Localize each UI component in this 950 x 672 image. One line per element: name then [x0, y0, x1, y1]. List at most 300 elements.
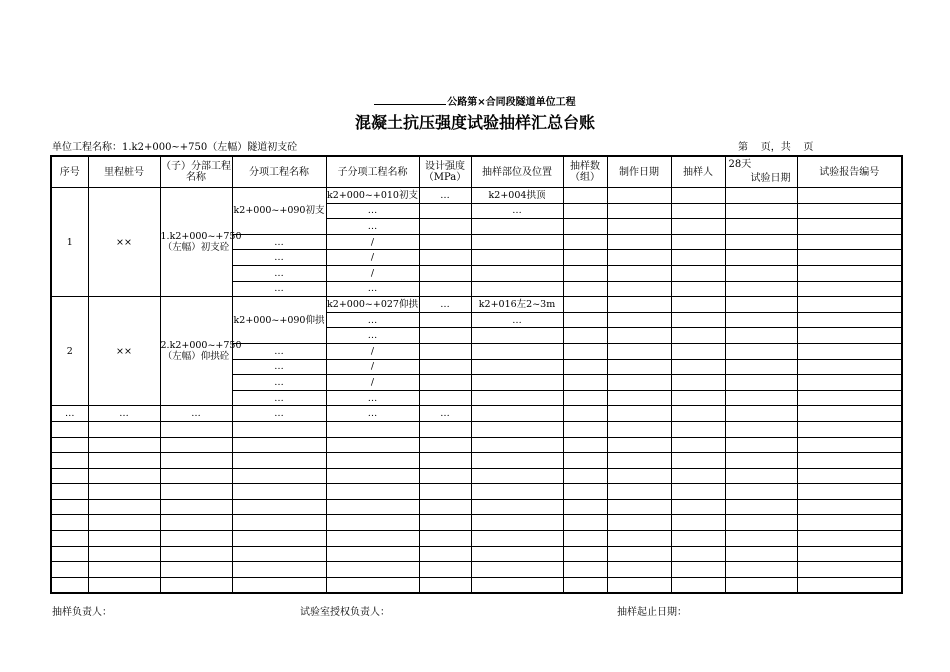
empty-cell[interactable]	[671, 188, 725, 204]
item-cell[interactable]: …	[232, 265, 326, 281]
empty-cell[interactable]	[160, 515, 232, 531]
empty-cell[interactable]	[326, 546, 419, 562]
empty-cell[interactable]	[797, 188, 902, 204]
strength-cell[interactable]	[419, 312, 471, 328]
empty-cell[interactable]	[419, 343, 471, 359]
empty-cell[interactable]	[725, 499, 797, 515]
empty-cell[interactable]	[607, 375, 671, 391]
empty-cell[interactable]	[419, 531, 471, 547]
empty-cell[interactable]	[563, 468, 607, 484]
empty-cell[interactable]	[725, 343, 797, 359]
empty-cell[interactable]	[88, 484, 160, 500]
empty-cell[interactable]	[671, 484, 725, 500]
empty-cell[interactable]	[232, 546, 326, 562]
empty-cell[interactable]	[160, 453, 232, 469]
empty-cell[interactable]	[671, 577, 725, 593]
item-cell[interactable]: …	[232, 359, 326, 375]
empty-cell[interactable]	[671, 312, 725, 328]
empty-cell[interactable]	[471, 219, 563, 235]
empty-cell[interactable]	[797, 328, 902, 344]
empty-cell[interactable]	[563, 546, 607, 562]
empty-cell[interactable]	[563, 406, 607, 422]
empty-cell[interactable]	[563, 375, 607, 391]
empty-cell[interactable]	[607, 312, 671, 328]
empty-cell[interactable]	[160, 577, 232, 593]
empty-cell[interactable]	[160, 546, 232, 562]
seq-cell[interactable]: 1	[51, 188, 88, 297]
station-cell[interactable]: ××	[88, 188, 160, 297]
item-cell[interactable]: …	[232, 250, 326, 266]
empty-cell[interactable]	[51, 468, 88, 484]
empty-cell[interactable]	[671, 219, 725, 235]
empty-cell[interactable]	[671, 468, 725, 484]
sub-item-cell[interactable]: /	[326, 359, 419, 375]
empty-cell[interactable]	[419, 577, 471, 593]
empty-cell[interactable]	[797, 359, 902, 375]
empty-cell[interactable]	[797, 515, 902, 531]
empty-cell[interactable]	[563, 421, 607, 437]
empty-cell[interactable]	[563, 484, 607, 500]
empty-cell[interactable]	[419, 546, 471, 562]
sub-item-cell[interactable]: /	[326, 375, 419, 391]
empty-cell[interactable]	[563, 453, 607, 469]
location-cell[interactable]: …	[471, 203, 563, 219]
empty-cell[interactable]	[232, 531, 326, 547]
empty-cell[interactable]	[51, 562, 88, 578]
ellipsis-cell[interactable]: …	[419, 406, 471, 422]
empty-cell[interactable]	[671, 281, 725, 297]
empty-cell[interactable]	[232, 437, 326, 453]
empty-cell[interactable]	[671, 546, 725, 562]
project-name-blank[interactable]	[374, 95, 446, 105]
empty-cell[interactable]	[471, 375, 563, 391]
empty-cell[interactable]	[471, 546, 563, 562]
sub-item-cell[interactable]: k2+000~+010初支	[326, 188, 419, 204]
empty-cell[interactable]	[607, 234, 671, 250]
empty-cell[interactable]	[419, 359, 471, 375]
empty-cell[interactable]	[419, 375, 471, 391]
empty-cell[interactable]	[51, 484, 88, 500]
empty-cell[interactable]	[88, 468, 160, 484]
empty-cell[interactable]	[563, 343, 607, 359]
empty-cell[interactable]	[797, 468, 902, 484]
empty-cell[interactable]	[797, 577, 902, 593]
empty-cell[interactable]	[797, 203, 902, 219]
unit-project-label: 单位工程名称：	[52, 142, 122, 153]
empty-cell[interactable]	[88, 531, 160, 547]
empty-cell[interactable]	[563, 234, 607, 250]
empty-cell[interactable]	[607, 577, 671, 593]
empty-cell[interactable]	[419, 515, 471, 531]
empty-cell[interactable]	[607, 359, 671, 375]
empty-cell[interactable]	[419, 499, 471, 515]
empty-cell[interactable]	[563, 281, 607, 297]
ledger-table	[50, 155, 903, 594]
empty-cell[interactable]	[419, 250, 471, 266]
empty-cell[interactable]	[419, 390, 471, 406]
empty-cell[interactable]	[160, 484, 232, 500]
strength-cell[interactable]	[419, 203, 471, 219]
empty-cell[interactable]	[419, 328, 471, 344]
ellipsis-cell[interactable]: …	[232, 406, 326, 422]
empty-cell[interactable]	[471, 343, 563, 359]
empty-cell[interactable]	[88, 421, 160, 437]
empty-cell[interactable]	[563, 312, 607, 328]
empty-cell[interactable]	[607, 453, 671, 469]
empty-cell[interactable]	[607, 250, 671, 266]
col-sampler: 抽样人	[671, 156, 725, 188]
item-cell[interactable]: …	[232, 390, 326, 406]
empty-cell[interactable]	[725, 219, 797, 235]
sub-item-cell[interactable]: /	[326, 343, 419, 359]
empty-cell[interactable]	[51, 421, 88, 437]
empty-cell[interactable]	[563, 219, 607, 235]
sub-item-cell[interactable]: k2+000~+027仰拱	[326, 297, 419, 313]
empty-cell[interactable]	[607, 265, 671, 281]
empty-cell[interactable]	[160, 421, 232, 437]
empty-cell[interactable]	[725, 203, 797, 219]
empty-cell[interactable]	[607, 499, 671, 515]
empty-cell[interactable]	[797, 219, 902, 235]
empty-cell[interactable]	[725, 375, 797, 391]
table-row	[51, 515, 902, 531]
empty-cell[interactable]	[232, 453, 326, 469]
empty-cell[interactable]	[563, 297, 607, 313]
empty-cell[interactable]	[51, 531, 88, 547]
item-cell[interactable]: …	[232, 234, 326, 250]
lab-lead-label: 试验室授权负责人：	[300, 607, 390, 618]
empty-cell[interactable]	[232, 577, 326, 593]
empty-cell[interactable]	[232, 421, 326, 437]
sub-item-cell[interactable]: …	[326, 281, 419, 297]
empty-cell[interactable]	[725, 406, 797, 422]
empty-cell[interactable]	[607, 531, 671, 547]
empty-cell[interactable]	[326, 421, 419, 437]
empty-cell[interactable]	[471, 250, 563, 266]
empty-cell[interactable]	[671, 562, 725, 578]
empty-cell[interactable]	[607, 390, 671, 406]
ellipsis-cell[interactable]: …	[51, 406, 88, 422]
empty-cell[interactable]	[797, 281, 902, 297]
station-cell[interactable]: ××	[88, 297, 160, 406]
empty-cell[interactable]	[725, 234, 797, 250]
empty-cell[interactable]	[563, 390, 607, 406]
empty-cell[interactable]	[725, 437, 797, 453]
empty-cell[interactable]	[563, 359, 607, 375]
empty-cell[interactable]	[607, 468, 671, 484]
project-suffix: 公路第×合同段隧道单位工程	[447, 97, 576, 108]
empty-cell[interactable]	[326, 453, 419, 469]
table-row	[51, 499, 902, 515]
empty-cell[interactable]	[797, 343, 902, 359]
table-row	[51, 406, 902, 422]
empty-cell[interactable]	[471, 390, 563, 406]
empty-cell[interactable]	[419, 453, 471, 469]
empty-cell[interactable]	[419, 468, 471, 484]
empty-cell[interactable]	[725, 297, 797, 313]
empty-cell[interactable]	[563, 328, 607, 344]
empty-cell[interactable]	[797, 250, 902, 266]
empty-cell[interactable]	[607, 437, 671, 453]
table-row	[51, 437, 902, 453]
empty-cell[interactable]	[797, 265, 902, 281]
empty-cell[interactable]	[671, 234, 725, 250]
empty-cell[interactable]	[671, 328, 725, 344]
empty-cell[interactable]	[725, 484, 797, 500]
empty-cell[interactable]	[88, 499, 160, 515]
sub-item-cell[interactable]: …	[326, 219, 419, 235]
empty-cell[interactable]	[725, 453, 797, 469]
item-cell[interactable]: k2+000~+090初支	[232, 188, 326, 235]
empty-cell[interactable]	[160, 468, 232, 484]
sub-item-cell[interactable]: /	[326, 265, 419, 281]
empty-cell[interactable]	[160, 499, 232, 515]
empty-cell[interactable]	[797, 375, 902, 391]
empty-cell[interactable]	[471, 531, 563, 547]
item-cell[interactable]: …	[232, 375, 326, 391]
sub-item-cell[interactable]: …	[326, 312, 419, 328]
ellipsis-cell[interactable]: …	[326, 406, 419, 422]
empty-cell[interactable]	[232, 484, 326, 500]
empty-cell[interactable]	[471, 406, 563, 422]
empty-cell[interactable]	[419, 281, 471, 297]
empty-cell[interactable]	[671, 343, 725, 359]
empty-cell[interactable]	[671, 297, 725, 313]
seq-cell[interactable]: 2	[51, 297, 88, 406]
empty-cell[interactable]	[88, 577, 160, 593]
empty-cell[interactable]	[671, 359, 725, 375]
empty-cell[interactable]	[419, 421, 471, 437]
empty-cell[interactable]	[607, 343, 671, 359]
empty-cell[interactable]	[419, 562, 471, 578]
empty-cell[interactable]	[671, 406, 725, 422]
empty-cell[interactable]	[51, 515, 88, 531]
empty-cell[interactable]	[471, 281, 563, 297]
empty-cell[interactable]	[725, 531, 797, 547]
empty-cell[interactable]	[607, 421, 671, 437]
empty-cell[interactable]	[471, 515, 563, 531]
empty-cell[interactable]	[671, 421, 725, 437]
empty-cell[interactable]	[671, 531, 725, 547]
unit-project-line	[52, 138, 297, 153]
empty-cell[interactable]	[607, 546, 671, 562]
empty-cell[interactable]	[725, 328, 797, 344]
empty-cell[interactable]	[607, 219, 671, 235]
empty-cell[interactable]	[725, 562, 797, 578]
empty-cell[interactable]	[671, 375, 725, 391]
col-make-date: 制作日期	[607, 156, 671, 188]
empty-cell[interactable]	[232, 468, 326, 484]
empty-cell[interactable]	[326, 499, 419, 515]
empty-cell[interactable]	[607, 406, 671, 422]
empty-cell[interactable]	[607, 188, 671, 204]
table-row	[51, 484, 902, 500]
empty-cell[interactable]	[607, 203, 671, 219]
empty-cell[interactable]	[471, 484, 563, 500]
empty-cell[interactable]	[563, 250, 607, 266]
empty-cell[interactable]	[671, 453, 725, 469]
unit-project-value: 1.k2+000~+750（左幅）隧道初支砼	[122, 142, 298, 153]
empty-cell[interactable]	[797, 484, 902, 500]
empty-cell[interactable]	[419, 484, 471, 500]
page-number-info: 第 页，共 页	[738, 142, 814, 153]
empty-cell[interactable]	[797, 499, 902, 515]
sub-item-cell[interactable]: …	[326, 203, 419, 219]
empty-cell[interactable]	[471, 265, 563, 281]
empty-cell[interactable]	[471, 562, 563, 578]
empty-cell[interactable]	[725, 390, 797, 406]
empty-cell[interactable]	[471, 234, 563, 250]
empty-cell[interactable]	[419, 234, 471, 250]
empty-cell[interactable]	[160, 531, 232, 547]
empty-cell[interactable]	[671, 515, 725, 531]
col-test-date-label: 试验日期	[750, 173, 791, 184]
col-location: 抽样部位及位置	[471, 156, 563, 188]
empty-cell[interactable]	[563, 437, 607, 453]
empty-cell[interactable]	[326, 437, 419, 453]
empty-cell[interactable]	[797, 406, 902, 422]
empty-cell[interactable]	[326, 531, 419, 547]
empty-cell[interactable]	[471, 421, 563, 437]
empty-cell[interactable]	[797, 390, 902, 406]
empty-cell[interactable]	[419, 437, 471, 453]
empty-cell[interactable]	[725, 468, 797, 484]
empty-cell[interactable]	[725, 281, 797, 297]
empty-cell[interactable]	[563, 515, 607, 531]
empty-cell[interactable]	[88, 515, 160, 531]
empty-cell[interactable]	[563, 562, 607, 578]
empty-cell[interactable]	[51, 453, 88, 469]
empty-cell[interactable]	[88, 453, 160, 469]
empty-cell[interactable]	[725, 312, 797, 328]
col-sub-division: （子）分部工程名称	[160, 156, 232, 188]
empty-cell[interactable]	[563, 577, 607, 593]
empty-cell[interactable]	[88, 562, 160, 578]
empty-cell[interactable]	[160, 437, 232, 453]
empty-cell[interactable]	[671, 437, 725, 453]
col-strength: 设计强度（MPa）	[419, 156, 471, 188]
empty-cell[interactable]	[725, 421, 797, 437]
empty-cell[interactable]	[88, 546, 160, 562]
empty-cell[interactable]	[797, 562, 902, 578]
sub-division-cell[interactable]: 1.k2+000~+750（左幅）初支砼	[160, 188, 232, 297]
sub-division-cell[interactable]: 2.k2+000~+750（左幅）仰拱砼	[160, 297, 232, 406]
empty-cell[interactable]	[326, 484, 419, 500]
empty-cell[interactable]	[797, 453, 902, 469]
empty-cell[interactable]	[419, 219, 471, 235]
empty-cell[interactable]	[725, 359, 797, 375]
empty-cell[interactable]	[607, 484, 671, 500]
sub-item-cell[interactable]: /	[326, 250, 419, 266]
item-cell[interactable]: k2+000~+090仰拱	[232, 297, 326, 344]
empty-cell[interactable]	[725, 546, 797, 562]
ellipsis-cell[interactable]: …	[88, 406, 160, 422]
empty-cell[interactable]	[797, 421, 902, 437]
empty-cell[interactable]	[671, 203, 725, 219]
empty-cell[interactable]	[563, 499, 607, 515]
empty-cell[interactable]	[607, 297, 671, 313]
col-28day-label: 28天	[728, 159, 752, 170]
empty-cell[interactable]	[671, 250, 725, 266]
sampling-lead-label: 抽样负责人：	[52, 607, 112, 618]
empty-cell[interactable]	[232, 562, 326, 578]
empty-cell[interactable]	[563, 188, 607, 204]
table-row	[51, 546, 902, 562]
empty-cell[interactable]	[725, 577, 797, 593]
empty-cell[interactable]	[326, 577, 419, 593]
project-name-line	[0, 93, 950, 108]
empty-cell[interactable]	[607, 515, 671, 531]
strength-cell[interactable]: …	[419, 188, 471, 204]
sub-item-cell[interactable]: …	[326, 390, 419, 406]
empty-cell[interactable]	[797, 297, 902, 313]
empty-cell[interactable]	[326, 515, 419, 531]
empty-cell[interactable]	[607, 562, 671, 578]
table-row	[51, 421, 902, 437]
empty-cell[interactable]	[471, 437, 563, 453]
sub-item-cell[interactable]: /	[326, 234, 419, 250]
empty-cell[interactable]	[471, 499, 563, 515]
empty-cell[interactable]	[563, 531, 607, 547]
empty-cell[interactable]	[326, 468, 419, 484]
location-cell[interactable]: …	[471, 312, 563, 328]
item-cell[interactable]: …	[232, 281, 326, 297]
empty-cell[interactable]	[471, 328, 563, 344]
location-cell[interactable]: k2+016左2~3m	[471, 297, 563, 313]
empty-cell[interactable]	[671, 265, 725, 281]
col-sub-item: 子分项工程名称	[326, 156, 419, 188]
empty-cell[interactable]	[725, 188, 797, 204]
ellipsis-cell[interactable]: …	[160, 406, 232, 422]
empty-cell[interactable]	[797, 234, 902, 250]
empty-cell[interactable]	[607, 328, 671, 344]
empty-cell[interactable]	[797, 312, 902, 328]
empty-cell[interactable]	[671, 499, 725, 515]
location-cell[interactable]: k2+004拱顶	[471, 188, 563, 204]
empty-cell[interactable]	[725, 515, 797, 531]
sub-item-cell[interactable]: …	[326, 328, 419, 344]
table-row	[51, 562, 902, 578]
empty-cell[interactable]	[232, 515, 326, 531]
empty-cell[interactable]	[725, 265, 797, 281]
empty-cell[interactable]	[51, 499, 88, 515]
empty-cell[interactable]	[51, 577, 88, 593]
item-cell[interactable]: …	[232, 343, 326, 359]
empty-cell[interactable]	[797, 437, 902, 453]
empty-cell[interactable]	[607, 281, 671, 297]
empty-cell[interactable]	[419, 265, 471, 281]
strength-cell[interactable]: …	[419, 297, 471, 313]
empty-cell[interactable]	[725, 250, 797, 266]
empty-cell[interactable]	[471, 359, 563, 375]
table-row	[51, 577, 902, 593]
empty-cell[interactable]	[471, 468, 563, 484]
col-station: 里程桩号	[88, 156, 160, 188]
empty-cell[interactable]	[232, 499, 326, 515]
empty-cell[interactable]	[563, 265, 607, 281]
empty-cell[interactable]	[326, 562, 419, 578]
empty-cell[interactable]	[471, 577, 563, 593]
empty-cell[interactable]	[88, 437, 160, 453]
empty-cell[interactable]	[671, 390, 725, 406]
empty-cell[interactable]	[51, 437, 88, 453]
empty-cell[interactable]	[160, 562, 232, 578]
empty-cell[interactable]	[797, 546, 902, 562]
empty-cell[interactable]	[471, 453, 563, 469]
empty-cell[interactable]	[797, 531, 902, 547]
empty-cell[interactable]	[563, 203, 607, 219]
empty-cell[interactable]	[51, 546, 88, 562]
